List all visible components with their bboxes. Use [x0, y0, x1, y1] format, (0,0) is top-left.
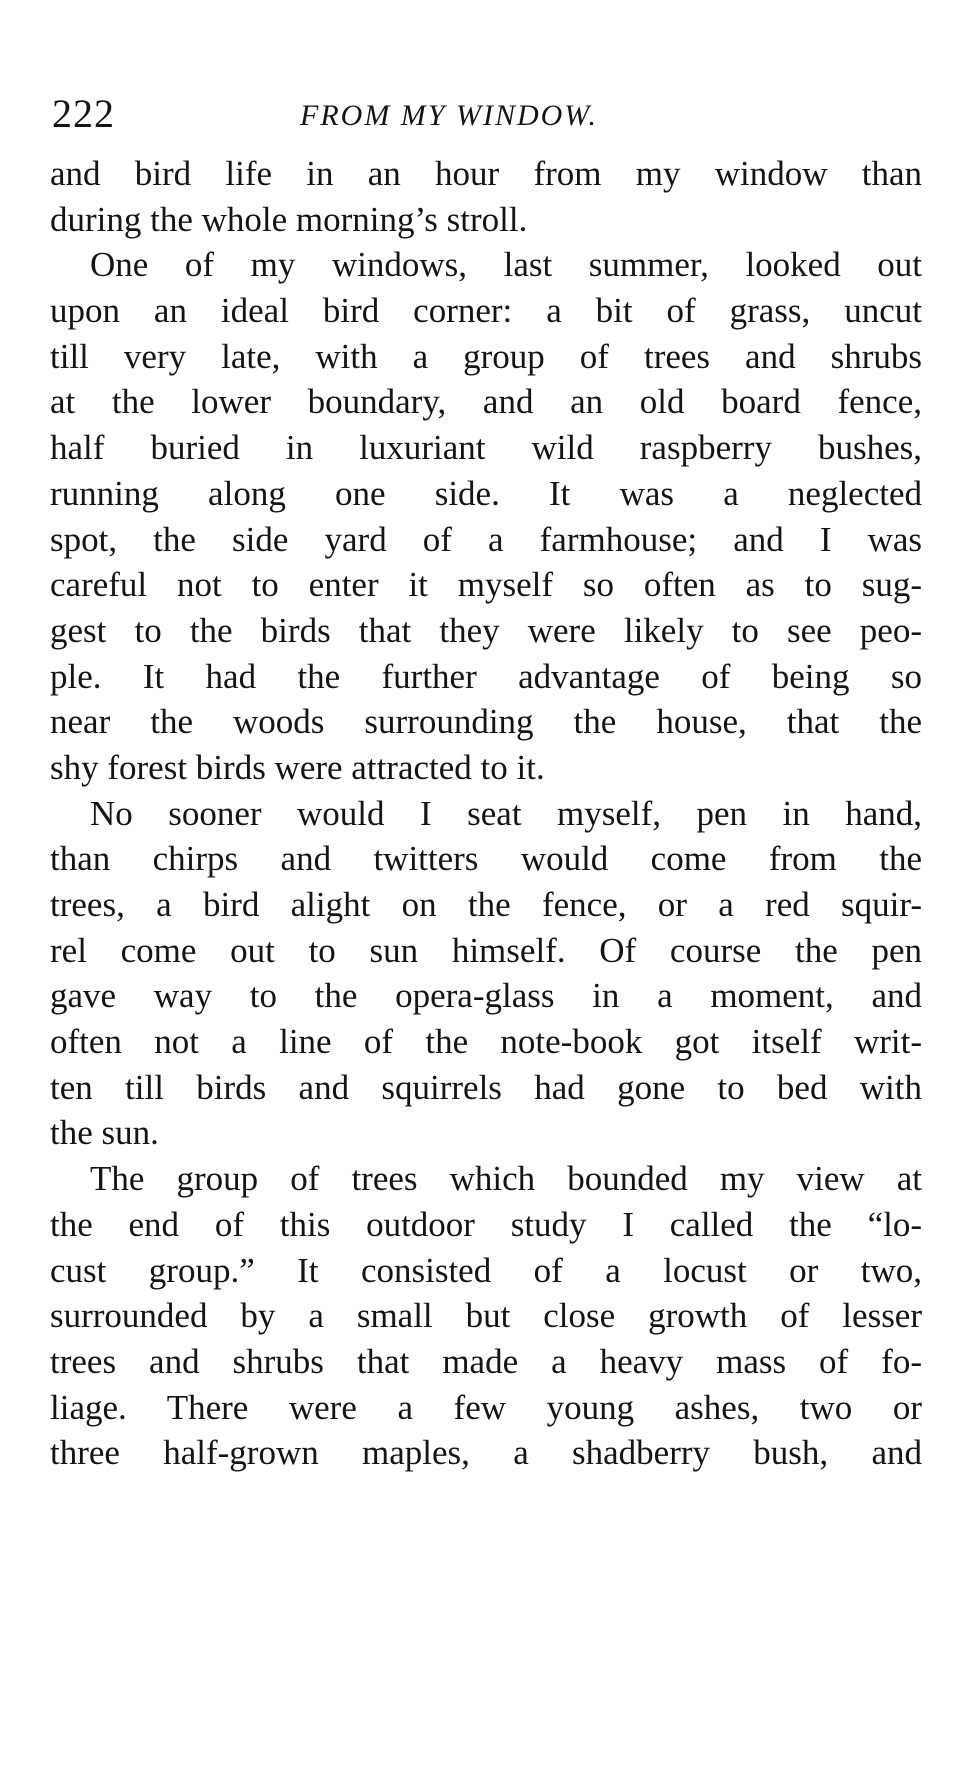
text-line: running along one side. It was a neglected — [50, 473, 922, 513]
text-line: liage. There were a few young ashes, two or — [50, 1387, 922, 1427]
text-line: the end of this outdoor study I called the “lo- — [50, 1204, 922, 1244]
text-line: during the whole morning’s stroll. — [50, 199, 528, 239]
text-line: shy forest birds were attracted to it. — [50, 747, 545, 787]
text-line: at the lower boundary, and an old board fence, — [50, 382, 922, 422]
body-text — [50, 151, 922, 1476]
running-head — [52, 88, 922, 148]
text-line: trees and shrubs that made a heavy mass of fo- — [50, 1341, 922, 1381]
text-line: half buried in luxuriant wild raspberry bushes, — [50, 428, 922, 468]
text-line: often not a line of the note-book got itself writ- — [50, 1022, 922, 1062]
text-line: surrounded by a small but close growth of lesser — [50, 1296, 922, 1336]
paragraph-first-line: One of my windows, last summer, looked out — [90, 245, 922, 285]
text-line: trees, a bird alight on the fence, or a red squir- — [50, 885, 922, 924]
text-line: gest to the birds that they were likely to see peo- — [50, 610, 922, 650]
text-line: cust group.” It consisted of a locust or two, — [50, 1250, 922, 1290]
text-line: ple. It had the further advantage of being so — [50, 656, 922, 696]
text-line: till very late, with a group of trees and shrubs — [50, 336, 922, 376]
text-line: near the woods surrounding the house, that the — [50, 702, 922, 742]
text-line: rel come out to sun himself. Of course the pen — [50, 930, 922, 970]
text-line: the sun. — [50, 1113, 159, 1153]
text-line: spot, the side yard of a farmhouse; and I was — [50, 519, 922, 559]
paragraph-first-line: The group of trees which bounded my view at — [90, 1159, 922, 1199]
text-line: three half-grown maples, a shadberry bush, and — [50, 1433, 922, 1473]
text-line: and bird life in an hour from my window than — [50, 154, 922, 193]
text-line: than chirps and twitters would come from the — [50, 839, 922, 879]
text-line: careful not to enter it myself so often as to sug- — [50, 565, 922, 605]
text-line: upon an ideal bird corner: a bit of grass, uncut — [50, 291, 922, 331]
page-number: 222 — [52, 91, 115, 136]
text-line: ten till birds and squirrels had gone to bed with — [50, 1067, 922, 1107]
paragraph-first-line: No sooner would I seat myself, pen in hand, — [90, 793, 922, 833]
text-line: gave way to the opera-glass in a moment, and — [50, 976, 922, 1016]
running-title: FROM MY WINDOW. — [300, 99, 599, 132]
